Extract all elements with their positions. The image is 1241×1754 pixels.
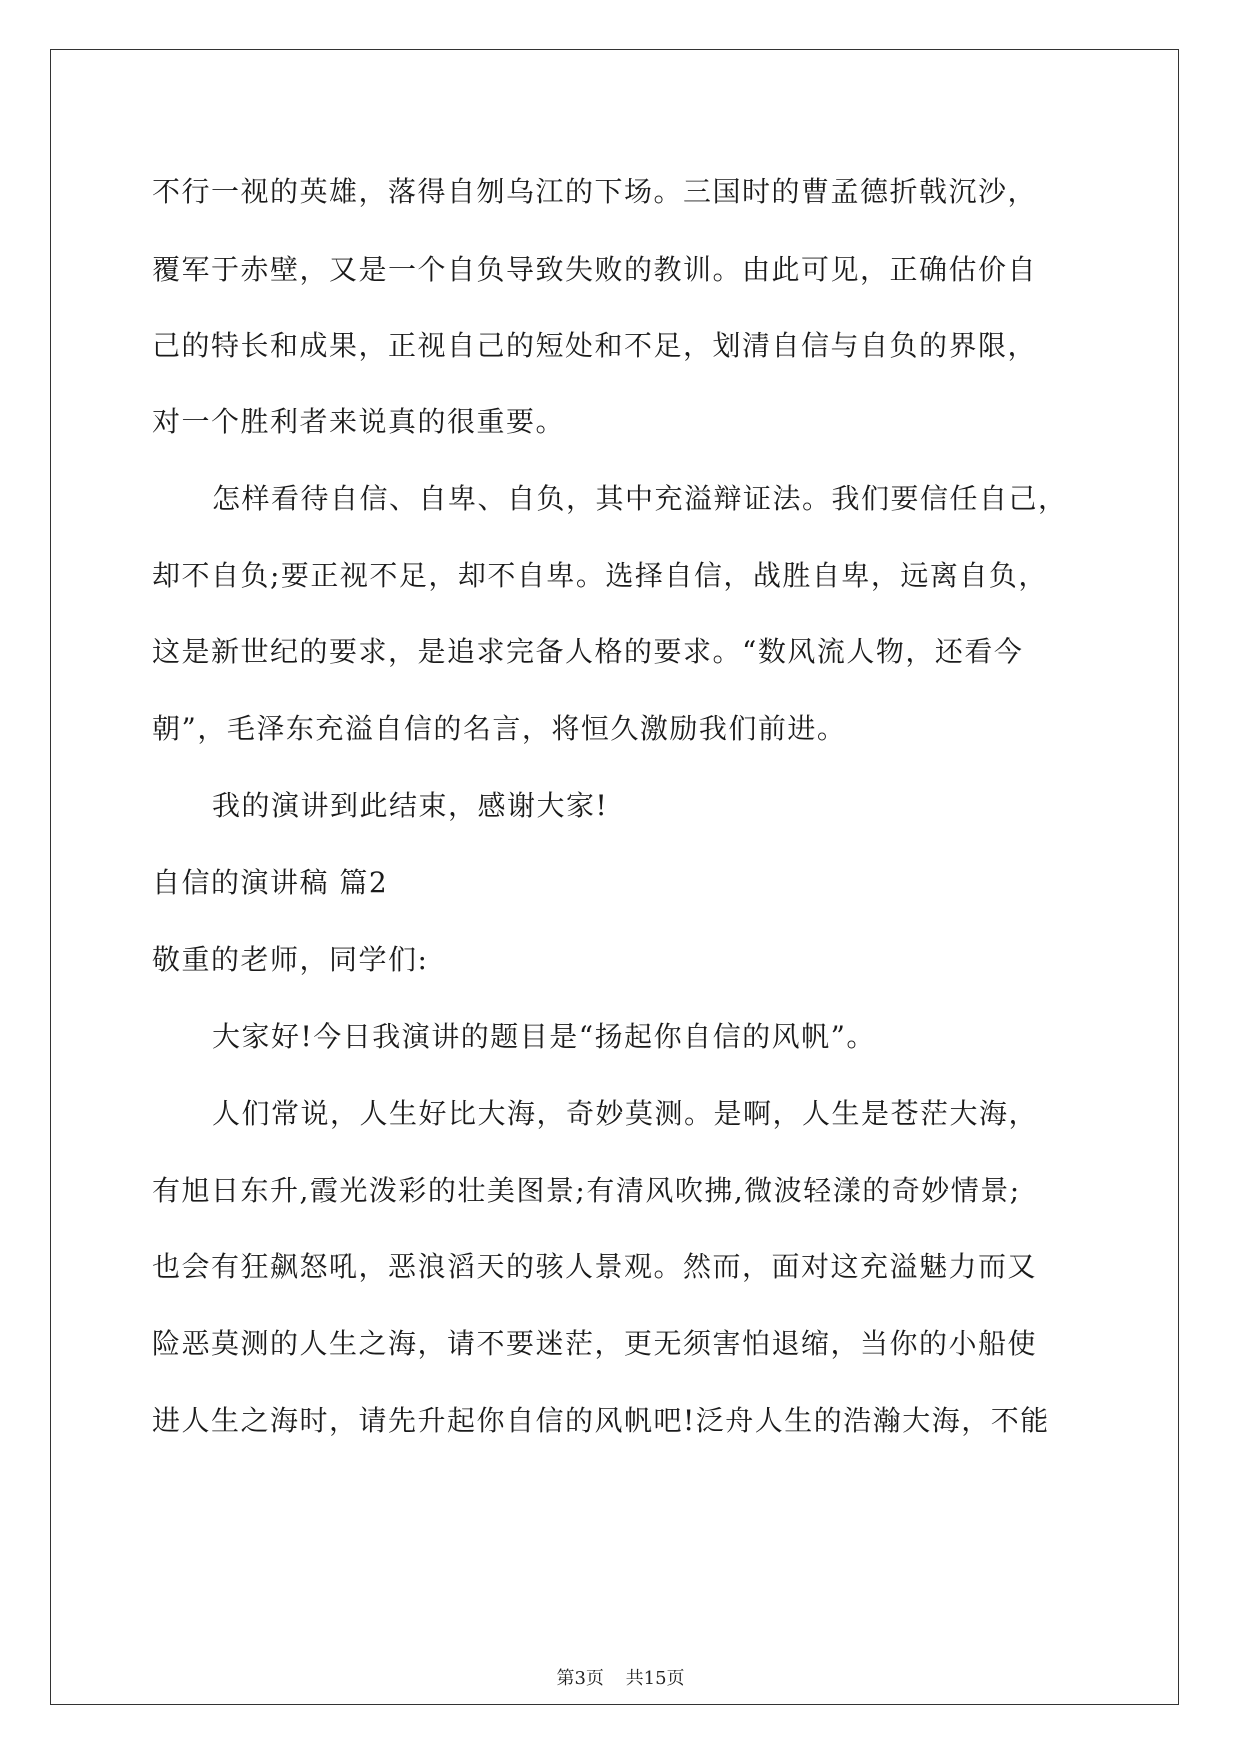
text-line-2: 覆军于赤壁，又是一个自负导致失败的教训。由此可见，正确估价自 xyxy=(152,253,1038,286)
page-number: 第3页 xyxy=(556,1668,604,1689)
text-line-4: 对一个胜利者来说真的很重要。 xyxy=(152,405,566,438)
page-total: 共15页 xyxy=(625,1668,685,1689)
salutation: 敬重的老师，同学们: xyxy=(152,943,429,976)
text-line-8: 朝”，毛泽东充溢自信的名言，将恒久激励我们前进。 xyxy=(152,712,847,745)
text-line-15: 也会有狂飙怒吼，恶浪滔天的骇人景观。然而，面对这充溢魅力而又 xyxy=(152,1250,1038,1283)
text-line-3: 己的特长和成果，正视自己的短处和不足，划清自信与自负的界限， xyxy=(152,329,1038,362)
text-line-5: 怎样看待自信、自卑、自负，其中充溢辩证法。我们要信任自己， xyxy=(212,482,1068,515)
text-line-17: 进人生之海时，请先升起你自信的风帆吧!泛舟人生的浩瀚大海，不能 xyxy=(152,1404,1050,1437)
text-line-14: 有旭日东升,霞光泼彩的壮美图景;有清风吹拂,微波轻漾的奇妙情景; xyxy=(152,1174,1021,1207)
text-line-7: 这是新世纪的要求，是追求完备人格的要求。“数风流人物，还看今 xyxy=(152,635,1024,668)
text-line-12: 大家好!今日我演讲的题目是“扬起你自信的风帆”。 xyxy=(212,1020,876,1053)
section-heading: 自信的演讲稿 篇2 xyxy=(152,866,389,899)
page-footer xyxy=(0,1668,1241,1690)
text-line-16: 险恶莫测的人生之海，请不要迷茫，更无须害怕退缩，当你的小船使 xyxy=(152,1327,1038,1360)
text-line-13: 人们常说，人生好比大海，奇妙莫测。是啊，人生是苍茫大海， xyxy=(212,1097,1039,1130)
text-line-1: 不行一视的英雄，落得自刎乌江的下场。三国时的曹孟德折戟沉沙， xyxy=(152,175,1038,208)
text-line-6: 却不自负;要正视不足，却不自卑。选择自信，战胜自卑，远离自负， xyxy=(152,559,1048,592)
text-line-9: 我的演讲到此结束，感谢大家! xyxy=(212,789,609,822)
